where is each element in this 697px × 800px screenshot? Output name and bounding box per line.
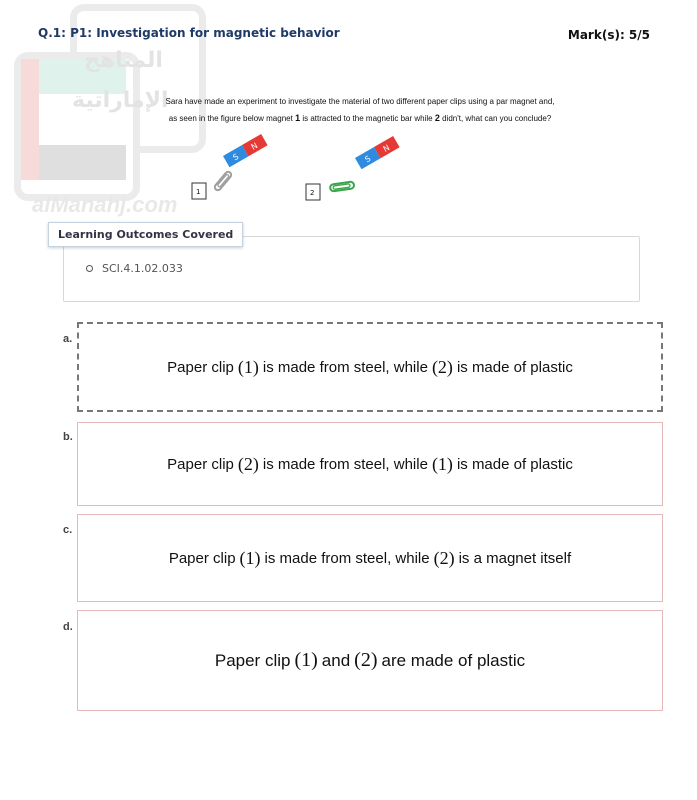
watermark-flag-red [21, 59, 39, 180]
option-b-num-2: (1) [431, 453, 453, 474]
question-line-2-part-a: as seen in the figure below magnet [168, 114, 293, 123]
option-a-text-post: is made of plastic [456, 358, 573, 376]
option-a-text-mid: is made from steel, while [262, 358, 428, 376]
bullet-circle-icon [86, 265, 93, 272]
option-a[interactable] [77, 322, 663, 412]
magnet-figure [185, 130, 392, 210]
watermark-text-latin: alManahj.com [32, 192, 178, 217]
question-mark: Mark(s): 5/5 [567, 28, 650, 42]
label-1: 1 [196, 188, 201, 196]
option-d-letter: d. [63, 621, 73, 633]
question-line-1: Sara have made an experiment to investigate the material of two different paper clips using a par magnet and, [165, 97, 555, 106]
learning-outcome-item [86, 262, 183, 275]
option-a-num-1: (1) [237, 356, 259, 377]
watermark-flag-green [39, 59, 126, 94]
question-line-2 [100, 110, 620, 127]
question-line-2-part-b: is attracted to the magnetic bar while [302, 114, 433, 123]
paper-clip-1 [214, 171, 233, 192]
option-b-text-pre: Paper clip [167, 455, 234, 473]
option-a-num-2: (2) [431, 356, 453, 377]
option-b[interactable] [77, 422, 663, 506]
watermark-flag-black [39, 145, 126, 180]
question-line-2-part-c: didn't, what can you conclude? [442, 114, 552, 123]
option-c-letter: c. [63, 524, 73, 536]
label-2: 2 [310, 189, 315, 197]
option-c-text-pre: Paper clip [168, 549, 236, 567]
magnet-1-label-s: S [231, 152, 241, 163]
option-d-text-mid: and [321, 650, 351, 670]
option-c-num-1: (1) [239, 547, 261, 568]
option-c[interactable] [77, 514, 663, 602]
option-a-letter: a. [63, 333, 73, 345]
magnet-2 [355, 136, 400, 169]
option-d-num-1: (1) [294, 649, 318, 671]
option-d[interactable] [77, 610, 663, 711]
magnet-2-label-s: S [363, 154, 373, 165]
option-d-num-2: (2) [354, 649, 378, 671]
magnet-2-label-n: N [381, 143, 392, 154]
question-number-2: 2 [434, 113, 440, 123]
option-b-letter: b. [63, 431, 73, 443]
option-b-text-mid: is made from steel, while [262, 455, 428, 473]
paper-clip-2 [330, 181, 355, 191]
option-d-text-post: are made of plastic [381, 650, 526, 670]
watermark-text-2: الإماراتية [72, 87, 169, 112]
watermark-text-1: المناهج [84, 47, 163, 72]
question-text [100, 93, 620, 127]
question-number-1: 1 [295, 113, 301, 123]
magnet-1-label-n: N [249, 141, 260, 152]
option-c-text-post: is a magnet itself [458, 549, 572, 567]
option-c-num-2: (2) [433, 547, 455, 568]
magnet-1 [223, 134, 268, 167]
option-c-text-mid: is made from steel, while [264, 549, 430, 567]
option-d-text-pre: Paper clip [214, 650, 291, 670]
learning-outcome-code: SCI.4.1.02.033 [102, 262, 183, 275]
question-title: Q.1: P1: Investigation for magnetic behavior [38, 26, 340, 40]
option-b-num-1: (2) [237, 453, 259, 474]
option-a-text-pre: Paper clip [167, 358, 234, 376]
option-b-text-post: is made of plastic [456, 455, 573, 473]
learning-outcomes-title: Learning Outcomes Covered [48, 222, 243, 247]
